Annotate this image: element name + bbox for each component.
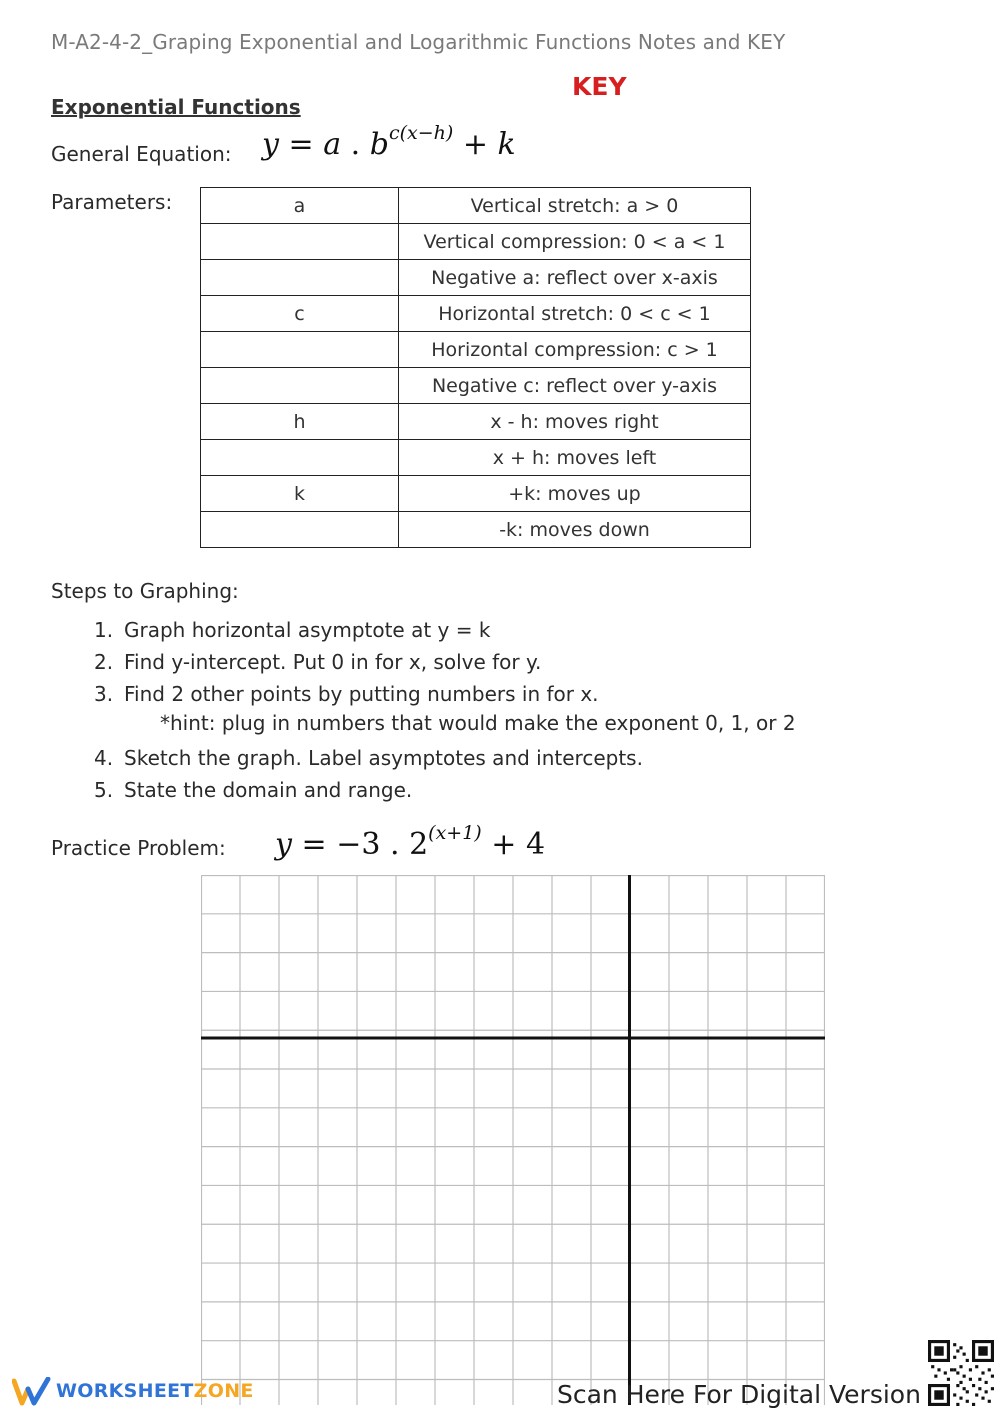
parameter-effect: Horizontal stretch: 0 < c < 1 <box>399 296 751 332</box>
worksheetzone-logo-icon <box>12 1377 52 1407</box>
step-text: Graph horizontal asymptote at y = k <box>124 618 491 642</box>
parameter-effect: Negative c: reflect over y-axis <box>399 368 751 404</box>
parameter-row <box>201 260 751 296</box>
eq-lhs: y <box>262 127 279 162</box>
parameter-row <box>201 296 751 332</box>
parameter-effect: Vertical stretch: a > 0 <box>399 188 751 224</box>
step-text: Find y-intercept. Put 0 in for x, solve for y. <box>124 650 542 674</box>
eq-exponent: c(x−h) <box>388 122 454 144</box>
eq-plus: + <box>462 127 488 162</box>
parameter-effect: x + h: moves left <box>399 440 751 476</box>
parameter-row <box>201 512 751 548</box>
parameters-label: Parameters: <box>51 190 173 214</box>
brand-name <box>56 1380 254 1402</box>
parameter-name <box>201 368 399 404</box>
parameter-row <box>201 332 751 368</box>
parameter-row <box>201 368 751 404</box>
qr-code-icon[interactable] <box>928 1340 994 1406</box>
parameter-name: k <box>201 476 399 512</box>
parameter-name <box>201 512 399 548</box>
step-item <box>94 776 643 808</box>
eq-a: a <box>323 127 342 162</box>
step-number: 5. <box>94 778 114 802</box>
brand-accent: ZONE <box>193 1380 254 1402</box>
practice-label: Practice Problem: <box>51 836 226 860</box>
coordinate-grid <box>201 875 825 1405</box>
pr-equals: = <box>301 827 327 862</box>
parameter-effect: +k: moves up <box>399 476 751 512</box>
parameter-effect: x - h: moves right <box>399 404 751 440</box>
parameter-effect: Horizontal compression: c > 1 <box>399 332 751 368</box>
steps-label: Steps to Graphing: <box>51 579 239 603</box>
parameter-effect: Negative a: reflect over x-axis <box>399 260 751 296</box>
parameter-row <box>201 188 751 224</box>
pr-coef: −3 <box>336 827 381 862</box>
section-title: Exponential Functions <box>51 95 301 119</box>
step-item <box>94 616 643 648</box>
brand-main: WORKSHEET <box>56 1380 194 1402</box>
general-equation-label: General Equation: <box>51 142 232 166</box>
parameter-effect: Vertical compression: 0 < a < 1 <box>399 224 751 260</box>
step-number: 1. <box>94 618 114 642</box>
step-text: State the domain and range. <box>124 778 413 802</box>
eq-base: b <box>369 127 389 162</box>
parameter-row <box>201 440 751 476</box>
scan-text: Scan Here For Digital Version <box>557 1380 921 1409</box>
parameter-row <box>201 476 751 512</box>
eq-equals: = <box>288 127 314 162</box>
parameter-row <box>201 404 751 440</box>
parameters-table <box>200 187 751 548</box>
eq-k: k <box>497 127 516 162</box>
step-item <box>94 648 643 680</box>
step-number: 3. <box>94 682 114 706</box>
eq-dot: . <box>350 127 361 162</box>
parameter-name: h <box>201 404 399 440</box>
parameter-name <box>201 440 399 476</box>
step-item <box>94 680 643 712</box>
step-text: Find 2 other points by putting numbers in for x. <box>124 682 599 706</box>
steps-hint: *hint: plug in numbers that would make the exponent 0, 1, or 2 <box>160 711 796 735</box>
pr-dot: . <box>389 827 400 862</box>
key-label: KEY <box>572 72 627 101</box>
parameter-name <box>201 332 399 368</box>
step-item <box>94 744 643 776</box>
parameter-name: a <box>201 188 399 224</box>
parameter-name: c <box>201 296 399 332</box>
parameter-effect: -k: moves down <box>399 512 751 548</box>
pr-lhs: y <box>275 827 292 862</box>
step-text: Sketch the graph. Label asymptotes and intercepts. <box>124 746 643 770</box>
practice-equation <box>275 822 546 862</box>
pr-const: 4 <box>525 827 546 862</box>
pr-base: 2 <box>409 827 429 862</box>
step-number: 2. <box>94 650 114 674</box>
parameter-row <box>201 224 751 260</box>
general-equation <box>262 122 516 162</box>
parameter-name <box>201 260 399 296</box>
pr-plus: + <box>491 827 517 862</box>
document-title: M-A2-4-2_Graping Exponential and Logarithmic Functions Notes and KEY <box>51 30 786 54</box>
pr-exponent: (x+1) <box>428 822 482 844</box>
step-number: 4. <box>94 746 114 770</box>
parameter-name <box>201 224 399 260</box>
